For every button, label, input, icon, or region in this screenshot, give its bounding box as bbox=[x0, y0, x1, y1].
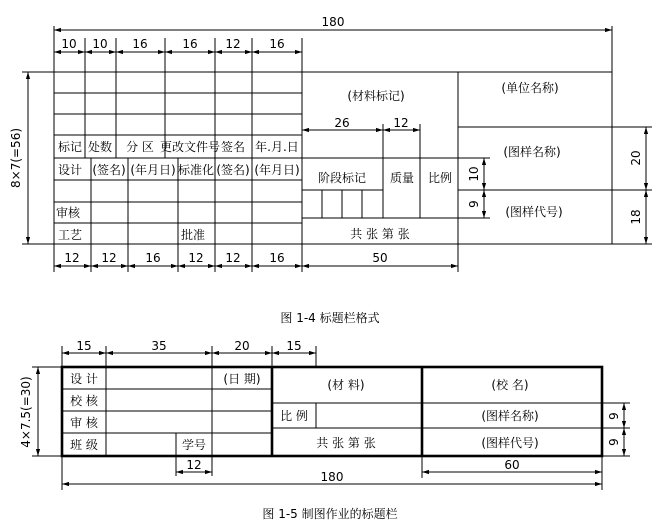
material-mark: (材料标记) bbox=[347, 89, 405, 103]
unit-name: (单位名称) bbox=[501, 81, 559, 95]
dim2-left-height: 4×7.5(=30) bbox=[19, 376, 33, 448]
weight-label: 质量 bbox=[389, 171, 415, 185]
row-review: 审 核 bbox=[70, 416, 98, 430]
dim-right-18: 18 bbox=[629, 209, 643, 225]
dim-bottom-2: 12 bbox=[101, 251, 117, 265]
dim2-right-9b: 9 bbox=[607, 438, 621, 446]
dim2-bottom-12: 12 bbox=[186, 458, 202, 472]
header-mark: 标记 bbox=[57, 140, 83, 154]
sheets-label-2: 共 张 第 张 bbox=[316, 436, 376, 450]
dim2-total: 180 bbox=[320, 470, 344, 484]
design-label: 设计 bbox=[57, 163, 83, 177]
dim-right-20: 20 bbox=[629, 150, 643, 166]
dim2-top-15b: 15 bbox=[286, 339, 302, 353]
row-design: 设 计 bbox=[70, 372, 98, 386]
dim-top-5: 12 bbox=[225, 37, 241, 51]
dim-inner-10: 10 bbox=[467, 166, 481, 182]
figure-1-5 bbox=[19, 339, 630, 521]
scale-label-2: 比 例 bbox=[280, 409, 308, 423]
dim-inner-12: 12 bbox=[393, 116, 409, 130]
figure-1-4 bbox=[9, 15, 652, 325]
dim-top-1: 10 bbox=[61, 37, 77, 51]
drawing-code: (图样代号) bbox=[505, 205, 563, 219]
dim-left-height: 8×7(=56) bbox=[9, 127, 23, 189]
student-no-label: 学号 bbox=[181, 438, 207, 452]
figure2-caption: 图 1-5 制图作业的标题栏 bbox=[262, 507, 398, 521]
design-signature: (签名) bbox=[92, 163, 126, 177]
dim-inner-9: 9 bbox=[467, 200, 481, 208]
drawing-code-2: (图样代号) bbox=[481, 436, 539, 450]
date-label: (日 期) bbox=[223, 372, 261, 386]
dim-bottom-1: 12 bbox=[64, 251, 80, 265]
review-label: 审核 bbox=[55, 206, 81, 220]
design-date: (年月日) bbox=[130, 163, 176, 177]
row-check: 校 核 bbox=[70, 394, 98, 408]
dim-bottom-3: 16 bbox=[145, 251, 161, 265]
dim-bottom-6: 16 bbox=[269, 251, 285, 265]
header-date: 年.月.日 bbox=[255, 140, 299, 154]
stage-mark: 阶段标记 bbox=[317, 171, 367, 185]
dim-top-3: 16 bbox=[132, 37, 148, 51]
dim-bottom-5: 12 bbox=[225, 251, 241, 265]
process-label: 工艺 bbox=[57, 228, 83, 242]
drawing-name-2: (图样名称) bbox=[481, 409, 539, 423]
dim2-top-20: 20 bbox=[234, 339, 250, 353]
scale-label: 比例 bbox=[427, 171, 453, 185]
dim-top-2: 10 bbox=[92, 37, 108, 51]
row-class: 班 级 bbox=[70, 438, 98, 452]
drawing-name: (图样名称) bbox=[503, 145, 561, 159]
dim-inner-26: 26 bbox=[334, 116, 350, 130]
figure1-caption: 图 1-4 标题栏格式 bbox=[280, 311, 380, 325]
standardization-date: (年月日) bbox=[254, 163, 300, 177]
standardization-label: 标准化 bbox=[177, 163, 215, 177]
standardization-signature: (签名) bbox=[216, 163, 250, 177]
dim2-right-60: 60 bbox=[504, 458, 520, 472]
approve-label: 批准 bbox=[180, 228, 206, 242]
dim-bottom-4: 12 bbox=[188, 251, 204, 265]
header-count: 处数 bbox=[87, 140, 113, 154]
dim-top-6: 16 bbox=[269, 37, 285, 51]
material-label: (材 料) bbox=[327, 378, 365, 392]
header-change-doc: 更改文件号 bbox=[159, 140, 221, 154]
dim2-right-9a: 9 bbox=[607, 412, 621, 420]
sheets-label: 共 张 第 张 bbox=[350, 227, 410, 241]
header-signature: 签名 bbox=[220, 140, 246, 154]
dim2-top-35: 35 bbox=[151, 339, 167, 353]
dim2-top-15: 15 bbox=[76, 339, 92, 353]
dim-top-4: 16 bbox=[182, 37, 198, 51]
dim-bottom-50: 50 bbox=[372, 251, 388, 265]
school-name: (校 名) bbox=[491, 378, 529, 392]
header-zone: 分 区 bbox=[126, 140, 154, 154]
dim-total: 180 bbox=[321, 15, 345, 29]
